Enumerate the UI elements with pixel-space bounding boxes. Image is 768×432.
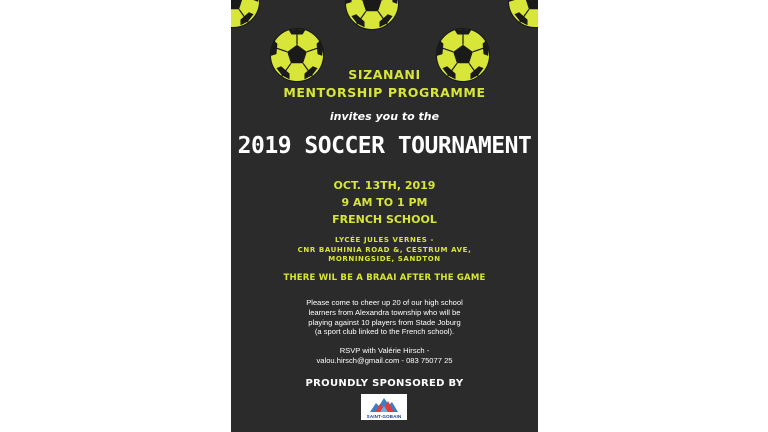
event-place: FRENCH SCHOOL [332, 213, 437, 226]
soccer-ball-icon [231, 0, 261, 29]
description-line-2: learners from Alexandra township who will be [308, 307, 461, 317]
event-details [231, 177, 538, 228]
organisation-name [231, 66, 538, 102]
rsvp-line-1: RSVP with Valérie Hirsch - [339, 346, 430, 355]
sponsor-logo-text: SAINT-GOBAIN [366, 414, 402, 419]
venue-address [231, 236, 538, 265]
event-flyer [231, 0, 538, 432]
venue-line-2: CNR BAUHINIA ROAD &, CESTRUM AVE, [297, 245, 472, 254]
rsvp-details [231, 346, 538, 366]
braai-notice: THERE WIL BE A BRAAI AFTER THE GAME [283, 273, 486, 283]
description-line-3: playing against 10 players from Stade Joburg [308, 317, 461, 327]
soccer-ball-icon [507, 0, 538, 29]
description-line-1: Please come to cheer up 20 of our high school [306, 298, 463, 307]
org-line-2: MENTORSHIP PROGRAMME [283, 85, 486, 100]
venue-line-3: MORNINGSIDE, SANDTON [328, 255, 441, 263]
event-title: 2019 SOCCER TOURNAMENT [237, 133, 532, 159]
description-line-4: (a sport club linked to the French school). [314, 327, 455, 337]
rsvp-contact: valou.hirsch@gmail.com - 083 75077 25 [316, 355, 453, 365]
invite-line: invites you to the [329, 110, 440, 123]
sponsor-heading: PROUNDLY SPONSORED BY [305, 378, 464, 389]
saint-gobain-logo [361, 394, 407, 420]
soccer-ball-icon [344, 0, 400, 31]
logo-graphic-icon [370, 397, 398, 412]
org-line-1: SIZANANI [348, 67, 421, 82]
event-time: 9 AM TO 1 PM [341, 196, 428, 209]
description [231, 298, 538, 337]
venue-line-1: LYCÉE JULES VERNES - [335, 236, 434, 244]
event-date: OCT. 13TH, 2019 [333, 179, 436, 192]
